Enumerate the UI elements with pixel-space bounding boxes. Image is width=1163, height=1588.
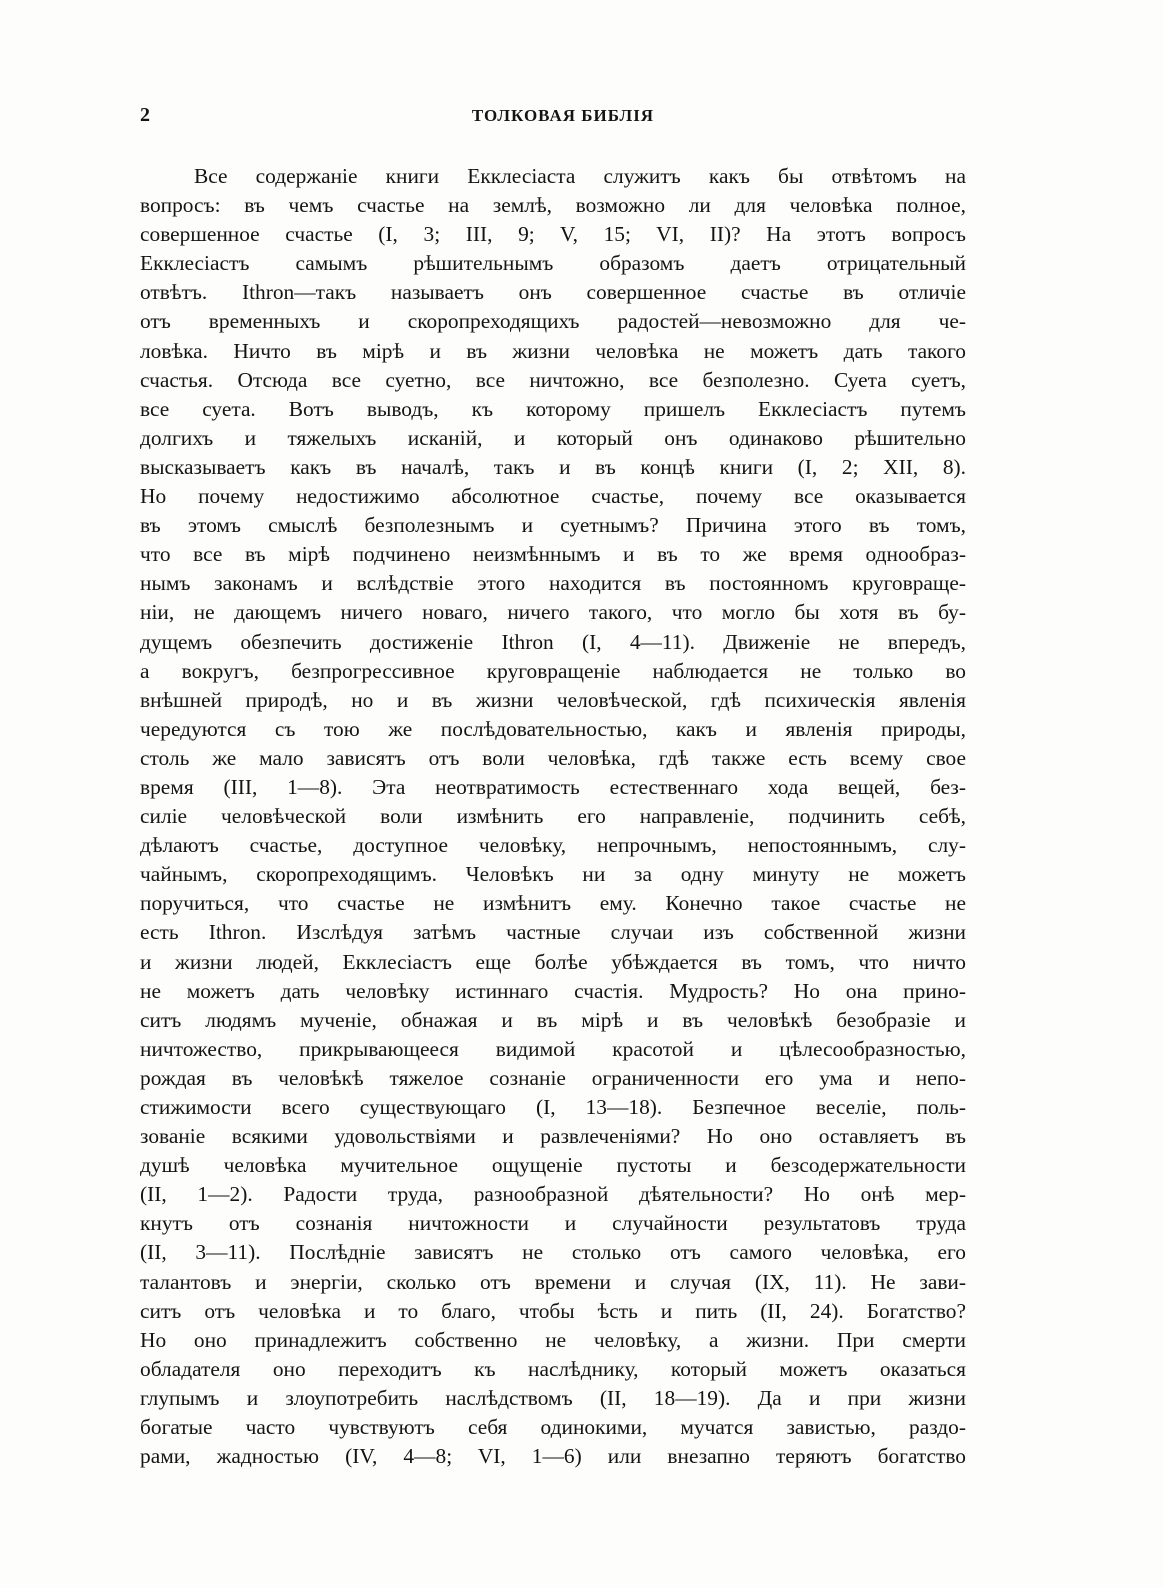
text-line: обладателя оно переходитъ къ наслѣднику, который можетъ оказаться bbox=[140, 1356, 966, 1381]
text-line: душѣ человѣка мучительное ощущеніе пустоты и безсодержательности bbox=[140, 1153, 966, 1178]
text-line: ніи, не дающемъ ничего новаго, ничего такого, что могло бы хотя въ бу- bbox=[140, 600, 966, 625]
text-line: и жизни людей, Екклесіастъ еще болѣе убѣждается въ томъ, что ничто bbox=[140, 949, 966, 974]
text-line: дущемъ обезпечить достиженіе Ithron (I, 4—11). Движеніе не впередъ, bbox=[140, 629, 966, 654]
text-line: столь же мало зависятъ отъ воли человѣка, гдѣ также есть всему свое bbox=[140, 745, 966, 770]
text-line: вопросъ: въ чемъ счастье на землѣ, возможно ли для человѣка полное, bbox=[140, 193, 966, 218]
text-line: рождая въ человѣкѣ тяжелое сознаніе ограниченности его ума и непо- bbox=[140, 1065, 966, 1090]
text-line: въ этомъ смыслѣ безполезнымъ и суетнымъ? Причина этого въ томъ, bbox=[140, 513, 966, 538]
text-line: Екклесіастъ самымъ рѣшительнымъ образомъ даетъ отрицательный bbox=[140, 251, 966, 276]
text-line: богатые часто чувствуютъ себя одинокими, мучатся завистью, раздо- bbox=[140, 1415, 966, 1440]
text-line: дѣлаютъ счастье, доступное человѣку, непрочнымъ, непостояннымъ, слу- bbox=[140, 833, 966, 858]
text-line: все суета. Вотъ выводъ, къ которому пришелъ Екклесіастъ путемъ bbox=[140, 396, 966, 421]
text-line: Но оно принадлежитъ собственно не человѣку, а жизни. При смерти bbox=[140, 1327, 966, 1352]
text-line: стижимости всего существующаго (I, 13—18). Безпечное веселіе, поль- bbox=[140, 1095, 966, 1119]
text-line: кнутъ отъ сознанія ничтожности и случайности результатовъ труда bbox=[140, 1211, 966, 1236]
text-line: Но почему недостижимо абсолютное счастье, почему все оказывается bbox=[140, 484, 966, 509]
text-line: что все въ мірѣ подчинено неизмѣннымъ и въ то же время однообраз- bbox=[140, 542, 966, 567]
text-line: отъ временныхъ и скоропреходящихъ радостей—невозможно для че- bbox=[140, 309, 966, 334]
text-line: долгихъ и тяжелыхъ исканій, и который онъ одинаково рѣшительно bbox=[140, 425, 966, 450]
text-line: счастья. Отсюда все суетно, все ничтожно, все безполезно. Суета суетъ, bbox=[140, 367, 966, 392]
text-line: талантовъ и энергіи, сколько отъ времени и случая (IX, 11). Не зави- bbox=[140, 1269, 966, 1294]
body-text bbox=[140, 162, 966, 1471]
text-line: нымъ законамъ и вслѣдствіе этого находится въ постоянномъ круговраще- bbox=[140, 571, 966, 596]
text-line: ничтожество, прикрывающееся видимой красотой и цѣлесообразностью, bbox=[140, 1036, 966, 1061]
text-line: ловѣка. Ничто въ мірѣ и въ жизни человѣка не можетъ дать такого bbox=[140, 338, 966, 363]
text-line: Все содержаніе книги Екклесіаста служитъ какъ бы отвѣтомъ на bbox=[194, 164, 966, 188]
text-line: поручиться, что счастье не измѣнитъ ему. Конечно такое счастье не bbox=[140, 891, 966, 916]
page-header bbox=[140, 104, 966, 134]
text-line: ситъ людямъ мученіе, обнажая и въ мірѣ и въ человѣкѣ безобразіе и bbox=[140, 1007, 966, 1032]
text-line: а вокругъ, безпрогрессивное круговращеніе наблюдается не только во bbox=[140, 658, 966, 683]
text-line: зованіе всякими удовольствіями и развлеченіями? Но оно оставляетъ въ bbox=[140, 1124, 966, 1149]
page-number: 2 bbox=[140, 104, 150, 126]
text-line: ситъ отъ человѣка и то благо, чтобы ѣсть и пить (II, 24). Богатство? bbox=[140, 1298, 966, 1323]
text-line: отвѣтъ. Ithron—такъ называетъ онъ совершенное счастье въ отличіе bbox=[140, 280, 966, 305]
text-line: силіе человѣческой воли измѣнить его направленіе, подчинить себѣ, bbox=[140, 804, 966, 829]
text-line: совершенное счастье (I, 3; III, 9; V, 15; VI, II)? На этотъ вопросъ bbox=[140, 222, 966, 247]
text-line: (II, 3—11). Послѣдніе зависятъ не столько отъ самого человѣка, его bbox=[140, 1240, 966, 1265]
text-line: внѣшней природѣ, но и въ жизни человѣческой, гдѣ психическія явленія bbox=[140, 687, 966, 712]
text-line: (II, 1—2). Радости труда, разнообразной дѣятельности? Но онѣ мер- bbox=[140, 1182, 966, 1207]
text-line: высказываетъ какъ въ началѣ, такъ и въ концѣ книги (I, 2; XII, 8). bbox=[140, 454, 966, 479]
text-line: рами, жадностью (IV, 4—8; VI, 1—6) или внезапно теряютъ богатство bbox=[140, 1444, 966, 1469]
text-line: чередуются съ тою же послѣдовательностью, какъ и явленія природы, bbox=[140, 716, 966, 741]
text-line: не можетъ дать человѣку истиннаго счастія. Мудрость? Но она прино- bbox=[140, 978, 966, 1003]
text-line: время (III, 1—8). Эта неотвратимость естественнаго хода вещей, без- bbox=[140, 774, 966, 799]
text-line: чайнымъ, скоропреходящимъ. Человѣкъ ни за одну минуту не можетъ bbox=[140, 862, 966, 887]
text-line: глупымъ и злоупотребить наслѣдствомъ (II, 18—19). Да и при жизни bbox=[140, 1385, 966, 1410]
text-line: есть Ithron. Изслѣдуя затѣмъ частные случаи изъ собственной жизни bbox=[140, 920, 966, 945]
running-head: ТОЛКОВАЯ БИБЛІЯ bbox=[471, 106, 655, 125]
